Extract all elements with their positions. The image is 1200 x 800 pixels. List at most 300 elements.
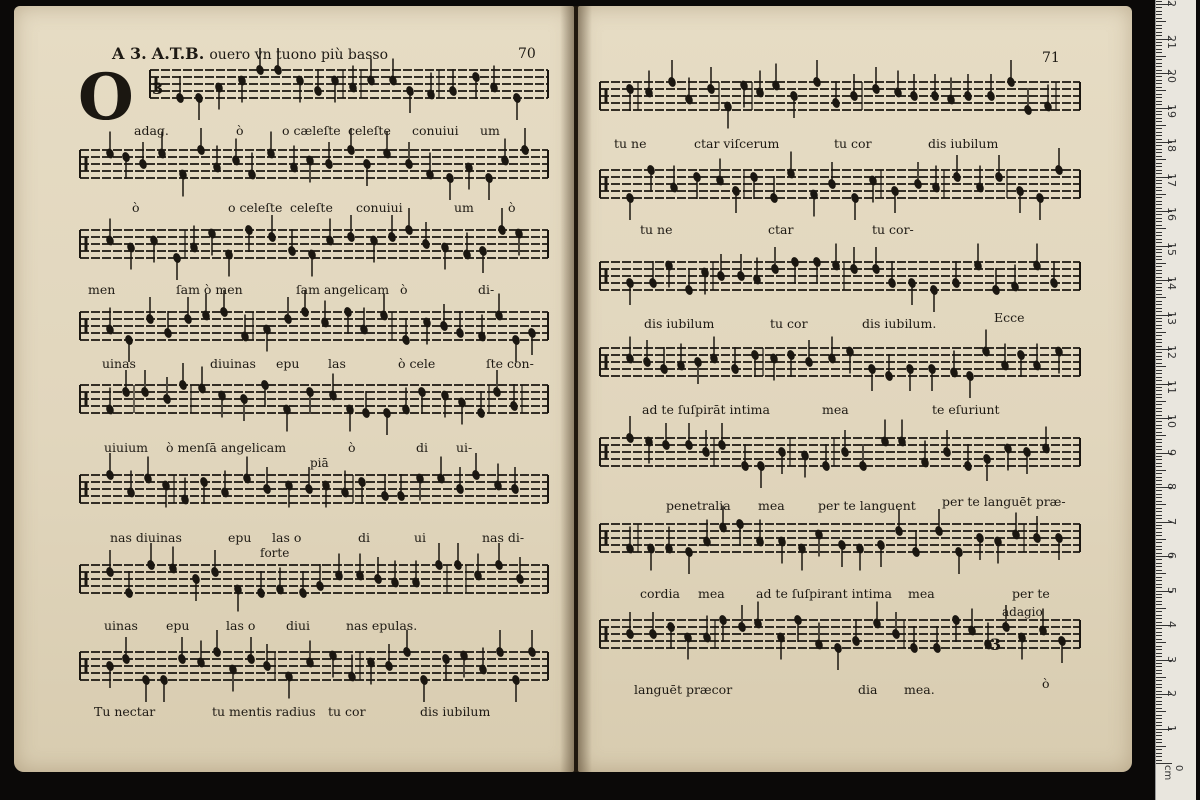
lyric: tu mentis radius — [212, 704, 316, 719]
ruler-tick — [1156, 401, 1166, 402]
lyric: te eſuriunt — [932, 402, 1000, 417]
ruler-tick — [1156, 283, 1162, 284]
ruler-tick — [1156, 273, 1162, 274]
ruler-tick — [1156, 687, 1162, 688]
ruler-tick — [1156, 722, 1162, 723]
ruler-tick — [1156, 252, 1162, 253]
ruler-tick — [1156, 663, 1162, 664]
ruler-tick — [1156, 242, 1162, 243]
ruler-tick — [1156, 673, 1162, 674]
ruler-tick — [1156, 76, 1162, 77]
lyric: tu cor — [834, 136, 872, 151]
lyric: o cæleſte — [282, 123, 341, 138]
ruler-tick — [1156, 642, 1166, 643]
ruler-tick — [1156, 318, 1162, 319]
ruler-tick — [1156, 152, 1162, 153]
lyric: ad te ſuſpirāt intima — [642, 402, 770, 417]
ruler-tick — [1156, 373, 1162, 374]
ruler-label: 1 — [1165, 724, 1178, 732]
ruler-tick — [1156, 732, 1162, 733]
ruler-tick — [1156, 442, 1162, 443]
ruler-tick — [1156, 742, 1162, 743]
lyric: dis iubilum — [644, 316, 715, 331]
ruler-tick — [1156, 525, 1162, 526]
ruler-tick — [1156, 446, 1162, 447]
ruler-tick — [1156, 666, 1162, 667]
ruler-label: 7 — [1165, 517, 1178, 525]
ruler-tick — [1156, 760, 1162, 761]
ruler-tick — [1156, 225, 1162, 226]
lyric: nas diuinas — [110, 530, 182, 545]
ruler-tick — [1156, 415, 1162, 416]
ruler-tick — [1156, 166, 1162, 167]
lyric: epu — [166, 618, 190, 633]
lyric: ò — [348, 440, 356, 455]
ruler-tick — [1156, 83, 1162, 84]
ruler-tick — [1156, 594, 1162, 595]
ruler-tick — [1156, 228, 1166, 229]
ruler-tick — [1156, 94, 1162, 95]
ruler-tick — [1156, 587, 1162, 588]
lyric: conuiui — [412, 123, 459, 138]
ruler-tick — [1156, 104, 1162, 105]
ruler-tick — [1156, 114, 1162, 115]
ruler-tick — [1156, 183, 1162, 184]
ruler-tick — [1156, 421, 1162, 422]
ruler-tick — [1156, 563, 1162, 564]
lyric: tu cor — [328, 704, 366, 719]
ruler-tick — [1156, 701, 1162, 702]
ruler-tick — [1156, 11, 1162, 12]
ruler-tick — [1156, 397, 1162, 398]
ruler-tick — [1156, 149, 1162, 150]
lyric: mea. — [904, 682, 935, 697]
ruler-tick — [1156, 753, 1162, 754]
ruler-tick — [1156, 456, 1162, 457]
lyric: tu cor — [770, 316, 808, 331]
lyric: las — [328, 356, 346, 371]
lyric: las o — [272, 530, 302, 545]
lyric: ò cele — [398, 356, 436, 371]
ruler-tick — [1156, 52, 1162, 53]
lyric: ò — [236, 123, 244, 138]
ruler-tick — [1156, 646, 1162, 647]
ruler-tick — [1156, 746, 1166, 747]
ruler-label: 13 — [1165, 310, 1178, 325]
ruler-tick — [1156, 670, 1162, 671]
ruler-tick — [1156, 173, 1162, 174]
ruler-tick — [1156, 615, 1162, 616]
ruler-tick — [1156, 528, 1162, 529]
ruler-label: 15 — [1165, 241, 1178, 256]
ruler-label: 11 — [1165, 379, 1178, 394]
ruler-tick — [1156, 408, 1162, 409]
ruler-tick — [1156, 35, 1162, 36]
ruler-label: 6 — [1165, 552, 1178, 559]
right-page-number: 71 — [1042, 50, 1060, 66]
ruler-label: 14 — [1165, 276, 1178, 290]
lyric: mea — [698, 586, 725, 601]
ruler-tick — [1156, 56, 1166, 57]
ruler-label: 20 — [1165, 69, 1178, 83]
ruler-unit-label: 0 cm — [1162, 765, 1184, 781]
lyric: di — [416, 440, 428, 455]
ruler-tick — [1156, 411, 1162, 412]
ruler-tick — [1156, 45, 1162, 46]
ruler-tick — [1156, 335, 1162, 336]
ruler-tick — [1156, 439, 1162, 440]
ruler-tick — [1156, 691, 1162, 692]
ruler-tick — [1156, 325, 1162, 326]
lyric: conuiui — [356, 200, 403, 215]
ruler-tick — [1156, 477, 1162, 478]
ruler-tick — [1156, 435, 1166, 436]
lyric: ò menſā angelicam — [166, 440, 287, 455]
ruler-tick — [1156, 632, 1162, 633]
ruler-tick — [1156, 125, 1166, 126]
ruler-tick — [1156, 377, 1162, 378]
ruler-tick — [1156, 704, 1162, 705]
ruler-tick — [1156, 90, 1166, 91]
ruler-tick — [1156, 573, 1166, 574]
lyric: las o — [226, 618, 256, 633]
ruler-tick — [1156, 484, 1162, 485]
ruler-tick — [1156, 628, 1162, 629]
ruler-tick — [1156, 304, 1162, 305]
ruler-tick — [1156, 21, 1166, 22]
ruler-tick — [1156, 697, 1162, 698]
ruler-tick — [1156, 294, 1162, 295]
ruler-tick — [1156, 218, 1162, 219]
lyric-annotation: piā — [310, 456, 329, 470]
ruler-tick — [1156, 290, 1162, 291]
ruler-tick — [1156, 756, 1162, 757]
ruler-tick — [1156, 277, 1162, 278]
lyric: per te — [1012, 586, 1050, 601]
ruler-tick — [1156, 490, 1162, 491]
ruler-tick — [1156, 297, 1166, 298]
ruler-tick — [1156, 1, 1162, 2]
ruler-tick — [1156, 321, 1162, 322]
lyric: penetralia — [666, 498, 731, 513]
lyric: nas di- — [482, 530, 525, 545]
ruler-tick — [1156, 232, 1162, 233]
ruler-tick — [1156, 535, 1162, 536]
ruler-tick — [1156, 466, 1162, 467]
ruler-tick — [1156, 287, 1162, 288]
ruler-tick — [1156, 608, 1166, 609]
lyric: ad te ſuſpirant intima — [756, 586, 892, 601]
drop-cap: O — [78, 60, 134, 135]
ruler-tick — [1156, 428, 1162, 429]
ruler-tick — [1156, 370, 1162, 371]
lyric: dis iubilum — [420, 704, 491, 719]
ruler-tick — [1156, 346, 1162, 347]
ruler-label: 17 — [1165, 172, 1178, 187]
ruler-tick — [1156, 32, 1162, 33]
ruler-tick — [1156, 604, 1162, 605]
ruler-tick — [1156, 508, 1162, 509]
lyric: ſam ò men — [176, 282, 243, 297]
lyric: mea — [822, 402, 849, 417]
ruler-tick — [1156, 214, 1162, 215]
left-page-number: 70 — [518, 46, 536, 62]
ruler-tick — [1156, 735, 1162, 736]
lyric: ſam angelicam — [296, 282, 390, 297]
lyric: ò — [132, 200, 140, 215]
lyric: tu ne — [614, 136, 647, 151]
ruler-tick — [1156, 163, 1162, 164]
ruler-tick — [1156, 235, 1162, 236]
ruler-tick — [1156, 204, 1162, 205]
ruler-tick — [1156, 653, 1162, 654]
ruler-tick — [1156, 515, 1162, 516]
ruler-tick — [1156, 432, 1162, 433]
ruler-tick — [1156, 470, 1166, 471]
ruler-tick — [1156, 201, 1162, 202]
lyric: epu — [276, 356, 300, 371]
ruler-label: 2 — [1165, 690, 1178, 697]
ruler-tick — [1156, 549, 1162, 550]
ruler-label: 4 — [1165, 621, 1178, 628]
ruler-tick — [1156, 66, 1162, 67]
lyric: um — [480, 123, 500, 138]
lyric: ui — [414, 530, 427, 545]
lyric: per te languēt præ- — [942, 494, 1066, 509]
ruler-tick — [1156, 390, 1162, 391]
lyric: tu cor- — [872, 222, 914, 237]
ruler-tick — [1156, 539, 1166, 540]
ruler-tick — [1156, 504, 1166, 505]
ruler-tick — [1156, 263, 1166, 264]
ruler-label: 12 — [1165, 345, 1178, 359]
ruler-label: 21 — [1165, 34, 1178, 49]
ruler-tick — [1156, 635, 1162, 636]
ruler-tick — [1156, 518, 1162, 519]
ruler-tick — [1156, 739, 1162, 740]
ruler-tick — [1156, 49, 1162, 50]
ruler-tick — [1156, 577, 1162, 578]
ruler-label: 8 — [1165, 483, 1178, 490]
ruler-tick — [1156, 70, 1162, 71]
lyric: diui — [286, 618, 311, 633]
ruler-tick — [1156, 239, 1162, 240]
ruler-tick — [1156, 194, 1166, 195]
ruler-tick — [1156, 80, 1162, 81]
ruler-tick — [1156, 121, 1162, 122]
lyric: diuinas — [210, 356, 256, 371]
ruler-label: 5 — [1165, 586, 1178, 594]
lyric: epu — [228, 530, 252, 545]
ruler-tick — [1156, 749, 1162, 750]
ruler-tick — [1156, 601, 1162, 602]
ruler-tick — [1156, 266, 1162, 267]
ruler-label: 9 — [1165, 448, 1178, 456]
lyric: um — [454, 200, 474, 215]
ruler-label: 3 — [1165, 655, 1178, 663]
ruler-tick — [1156, 546, 1162, 547]
header-voices: A.T.B. — [151, 44, 205, 63]
ruler-tick — [1156, 42, 1162, 43]
ruler-tick — [1156, 463, 1162, 464]
ruler-label: 2 — [1165, 0, 1178, 7]
ruler-tick — [1156, 532, 1162, 533]
lyric: celeſte — [290, 200, 333, 215]
ruler-tick — [1156, 111, 1162, 112]
ruler-tick — [1156, 542, 1162, 543]
ruler-tick — [1156, 649, 1162, 650]
ruler-tick — [1156, 459, 1162, 460]
lyric-annotation: forte — [260, 546, 290, 560]
ruler-tick — [1156, 63, 1162, 64]
ruler-tick — [1156, 425, 1162, 426]
ruler-tick — [1156, 480, 1162, 481]
ruler-tick — [1156, 221, 1162, 222]
header-prefix: A 3. — [112, 44, 147, 63]
ruler-tick — [1156, 356, 1162, 357]
ruler-tick — [1156, 135, 1162, 136]
ruler-tick — [1156, 256, 1162, 257]
ruler-tick — [1156, 618, 1162, 619]
lyric: di- — [478, 282, 495, 297]
lyric: dis iubilum. — [862, 316, 937, 331]
ruler-tick — [1156, 580, 1162, 581]
ruler-tick — [1156, 101, 1162, 102]
lyric: uiuium — [104, 440, 149, 455]
ruler-tick — [1156, 128, 1162, 129]
ruler-tick — [1156, 145, 1162, 146]
ruler-label: 18 — [1165, 138, 1178, 152]
ruler-tick — [1156, 87, 1162, 88]
lyric: uinas — [104, 618, 138, 633]
lyric: celeſte — [348, 123, 391, 138]
ruler-tick — [1156, 332, 1166, 333]
lyric: dis iubilum — [928, 136, 999, 151]
ruler-label: 16 — [1165, 207, 1178, 221]
ruler-tick — [1156, 363, 1162, 364]
ruler-tick — [1156, 449, 1162, 450]
ruler-tick — [1156, 494, 1162, 495]
lyric: tu ne — [640, 222, 673, 237]
ruler-tick — [1156, 677, 1166, 678]
ruler-tick — [1156, 190, 1162, 191]
ruler-tick — [1156, 301, 1162, 302]
ruler-tick — [1156, 339, 1162, 340]
ruler-tick — [1156, 380, 1162, 381]
ruler-tick — [1156, 611, 1162, 612]
ruler-tick — [1156, 97, 1162, 98]
ruler-tick — [1156, 501, 1162, 502]
ruler-tick — [1156, 328, 1162, 329]
ruler-tick — [1156, 187, 1162, 188]
ruler-tick — [1156, 725, 1162, 726]
lyric: Tu nectar — [94, 704, 156, 719]
lyric: mea — [758, 498, 785, 513]
ruler-tick — [1156, 566, 1162, 567]
svg-text:3: 3 — [152, 79, 164, 98]
ruler-tick — [1156, 197, 1162, 198]
ruler-tick — [1156, 711, 1166, 712]
ruler-tick — [1156, 208, 1162, 209]
lyric: nas epulas. — [346, 618, 418, 633]
ruler-tick — [1156, 170, 1162, 171]
ruler-tick — [1156, 308, 1162, 309]
ruler-tick — [1156, 387, 1162, 388]
ruler-tick — [1156, 311, 1162, 312]
ruler-tick — [1156, 18, 1162, 19]
ruler-tick — [1156, 14, 1162, 15]
measurement-ruler — [1155, 0, 1196, 800]
ruler-tick — [1156, 28, 1162, 29]
ruler-tick — [1156, 497, 1162, 498]
ruler-tick — [1156, 553, 1162, 554]
ruler-tick — [1156, 270, 1162, 271]
svg-text:3: 3 — [990, 635, 1002, 654]
ruler-tick — [1156, 7, 1162, 8]
ruler-tick — [1156, 180, 1162, 181]
ruler-tick — [1156, 249, 1162, 250]
ruler-tick — [1156, 708, 1162, 709]
ruler-tick — [1156, 763, 1172, 764]
ruler-tick — [1156, 342, 1162, 343]
ruler-tick — [1156, 570, 1162, 571]
ruler-tick — [1156, 259, 1162, 260]
ruler-label: 10 — [1165, 414, 1178, 428]
ruler-tick — [1156, 680, 1162, 681]
ruler-tick — [1156, 366, 1166, 367]
lyric: Ecce — [994, 310, 1025, 325]
ruler-label: 19 — [1165, 103, 1178, 118]
ruler-tick — [1156, 352, 1162, 353]
ruler-tick — [1156, 559, 1162, 560]
ruler-tick — [1156, 59, 1162, 60]
ruler-tick — [1156, 718, 1162, 719]
lyric: dia — [858, 682, 878, 697]
lyric: ui- — [456, 440, 473, 455]
lyric: ò — [400, 282, 408, 297]
ruler-tick — [1156, 715, 1162, 716]
tempo-marking: adagio — [1002, 605, 1043, 619]
lyric: di — [358, 530, 370, 545]
lyric: men — [88, 282, 116, 297]
ruler-tick — [1156, 132, 1162, 133]
ruler-tick — [1156, 639, 1162, 640]
ruler-tick — [1156, 584, 1162, 585]
lyric: languēt præcor — [634, 682, 733, 697]
lyric: ſte con- — [486, 356, 534, 371]
ruler-tick — [1156, 656, 1162, 657]
ruler-tick — [1156, 622, 1162, 623]
lyric: mea — [908, 586, 935, 601]
ruler-tick — [1156, 159, 1166, 160]
ruler-tick — [1156, 359, 1162, 360]
header-note: ouero vn tuono più basso — [209, 47, 389, 63]
lyric: adag. — [134, 123, 169, 138]
lyric: o celeſte — [228, 200, 283, 215]
lyric: ò — [1042, 676, 1050, 691]
ruler-tick — [1156, 394, 1162, 395]
lyric: ctar viſcerum — [694, 136, 780, 151]
ruler-tick — [1156, 597, 1162, 598]
ruler-tick — [1156, 156, 1162, 157]
ruler-tick — [1156, 511, 1162, 512]
lyric: ò — [508, 200, 516, 215]
ruler-tick — [1156, 139, 1162, 140]
ruler-tick — [1156, 684, 1162, 685]
lyric: cordia — [640, 586, 680, 601]
ruler-tick — [1156, 118, 1162, 119]
lyric: per te languent — [818, 498, 916, 513]
